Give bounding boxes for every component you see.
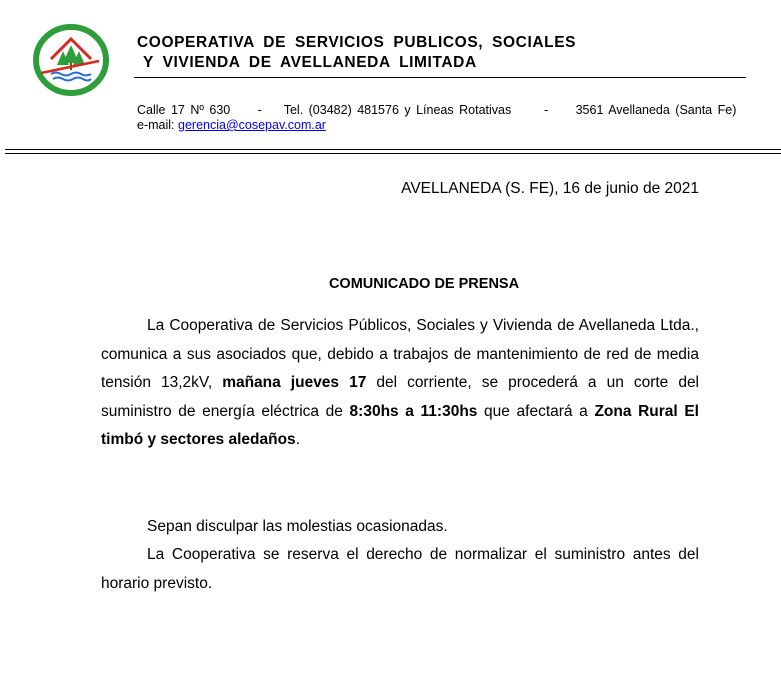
email-label: e-mail: [137,118,175,132]
date-highlight: mañana jueves 17 [222,374,367,391]
org-name-line2: Y VIVIENDA DE AVELLANEDA LIMITADA [143,54,477,71]
email-line [137,118,326,132]
contact-separator: - [544,103,549,117]
paragraph-text: que afectará a [477,402,595,420]
contact-address: Calle 17 Nº 630 [137,103,231,117]
email-link[interactable]: gerencia@cosepav.com.ar [178,118,326,132]
contact-separator: - [257,103,262,117]
cooperative-logo [33,23,109,97]
contact-city: 3561 Avellaneda (Santa Fe) [575,103,737,117]
document-date: AVELLANEDA (S. FE), 16 de junio de 2021 [401,180,699,197]
header-divider [134,77,746,78]
contact-phone: Tel. (03482) 481576 y Líneas Rotativas [283,103,512,117]
contact-line [137,103,736,117]
apology-paragraph: Sepan disculpar las molestias ocasionadas. [147,518,448,535]
paragraph-text: La Cooperativa de Servicios Públicos, Sociales y Vivienda de Avellaneda Ltda., comunica a sus asociados que, debido a trabajos de mantenimiento de red de media tensión 13,2kV, [101,317,699,391]
zone-highlight: Zona Rural El timbó y sectores aledaños [101,402,699,448]
paragraph-text: del corriente, se procederá a un corte del suministro de energía eléctrica de [101,374,700,420]
letterhead-double-rule [5,149,781,154]
document-heading: COMUNICADO DE PRENSA [328,276,520,292]
org-name-line1: COOPERATIVA DE SERVICIOS PUBLICOS, SOCIALES [137,34,577,51]
reserve-paragraph: La Cooperativa se reserva el derecho de normalizar el suministro antes del horario previsto. [101,546,699,592]
paragraph-text: . [295,431,300,448]
main-paragraph [101,312,699,455]
time-highlight: 8:30hs a 11:30hs [349,402,478,420]
